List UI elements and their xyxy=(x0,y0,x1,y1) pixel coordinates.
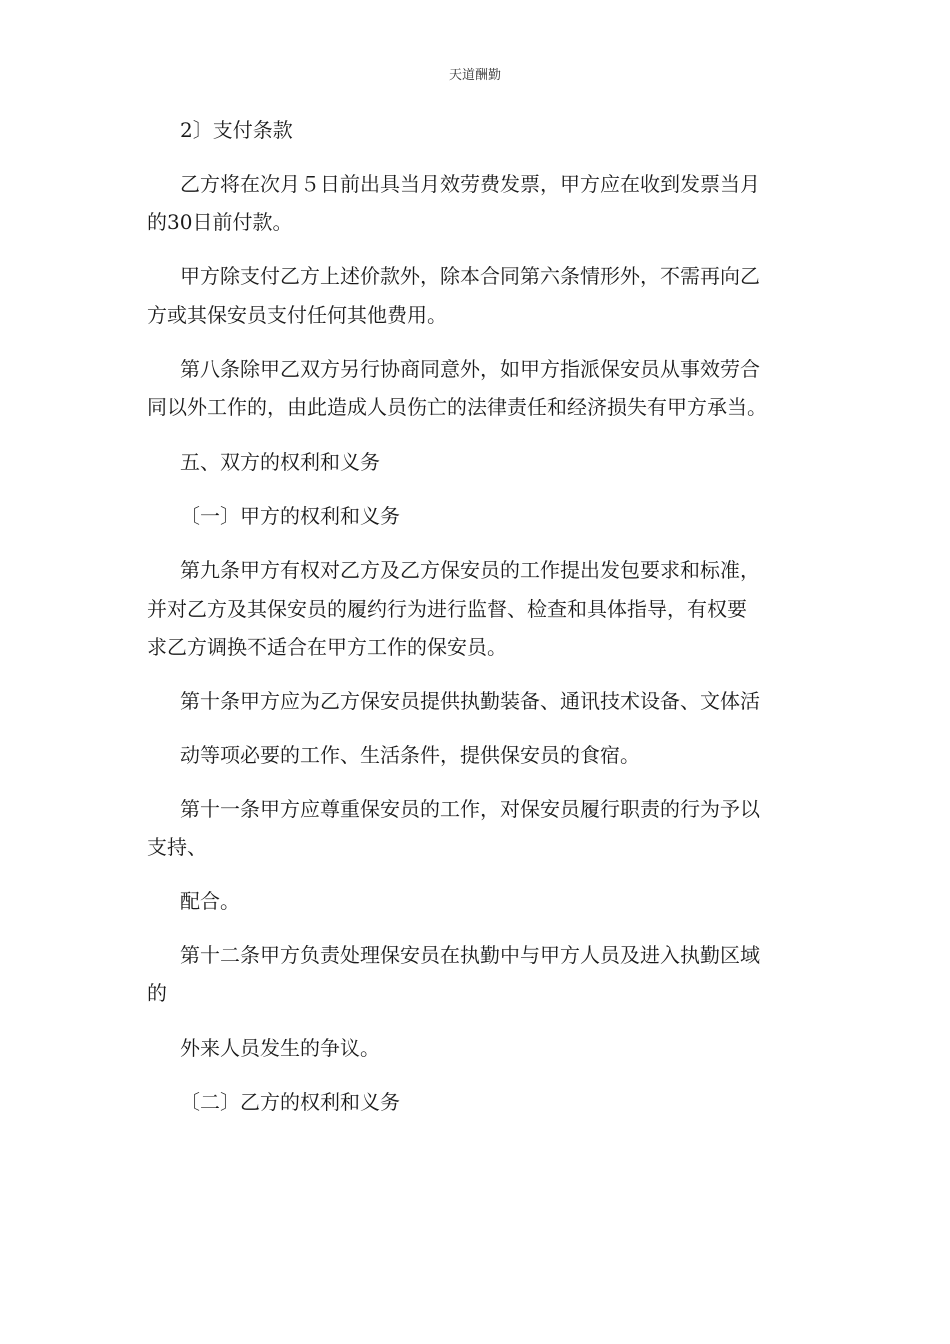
paragraph-line: 配合。 xyxy=(180,889,240,913)
paragraph-line: 甲方除支付乙方上述价款外，除本合同第六条情形外，不需再向乙 xyxy=(180,264,760,288)
section-heading-payment-terms: 2〕支付条款 xyxy=(180,118,293,142)
paragraph-line: 方或其保安员支付任何其他费用。 xyxy=(147,303,447,327)
paragraph-line: 的 xyxy=(147,981,167,1005)
paragraph-line: 第十条甲方应为乙方保安员提供执勤装备、通讯技术设备、文体活 xyxy=(180,689,760,713)
paragraph-line: 外来人员发生的争议。 xyxy=(180,1036,380,1060)
paragraph-line: 动等项必要的工作、生活条件，提供保安员的食宿。 xyxy=(180,743,640,767)
paragraph-line: 同以外工作的，由此造成人员伤亡的法律责任和经济损失有甲方承当。 xyxy=(147,395,767,419)
paragraph-line: 的30日前付款。 xyxy=(147,210,293,234)
section-heading-rights-obligations: 五、双方的权利和义务 xyxy=(180,450,380,474)
paragraph-line: 第九条甲方有权对乙方及乙方保安员的工作提出发包要求和标准， xyxy=(180,558,760,582)
paragraph-line: 第八条除甲乙双方另行协商同意外，如甲方指派保安员从事效劳合 xyxy=(180,357,760,381)
paragraph-line: 求乙方调换不适合在甲方工作的保安员。 xyxy=(147,635,507,659)
paragraph-line: 乙方将在次月５日前出具当月效劳费发票，甲方应在收到发票当月 xyxy=(180,172,760,196)
subsection-heading-party-b: 〔二〕乙方的权利和义务 xyxy=(180,1090,400,1114)
paragraph-line: 第十一条甲方应尊重保安员的工作，对保安员履行职责的行为予以 xyxy=(180,797,760,821)
paragraph-line: 支持、 xyxy=(147,835,207,859)
paragraph-line: 第十二条甲方负责处理保安员在执勤中与甲方人员及进入执勤区域 xyxy=(180,943,760,967)
paragraph-line: 并对乙方及其保安员的履约行为进行监督、检查和具体指导，有权要 xyxy=(147,597,747,621)
page-header: 天道酬勤 xyxy=(448,68,501,83)
subsection-heading-party-a: 〔一〕甲方的权利和义务 xyxy=(180,504,400,528)
